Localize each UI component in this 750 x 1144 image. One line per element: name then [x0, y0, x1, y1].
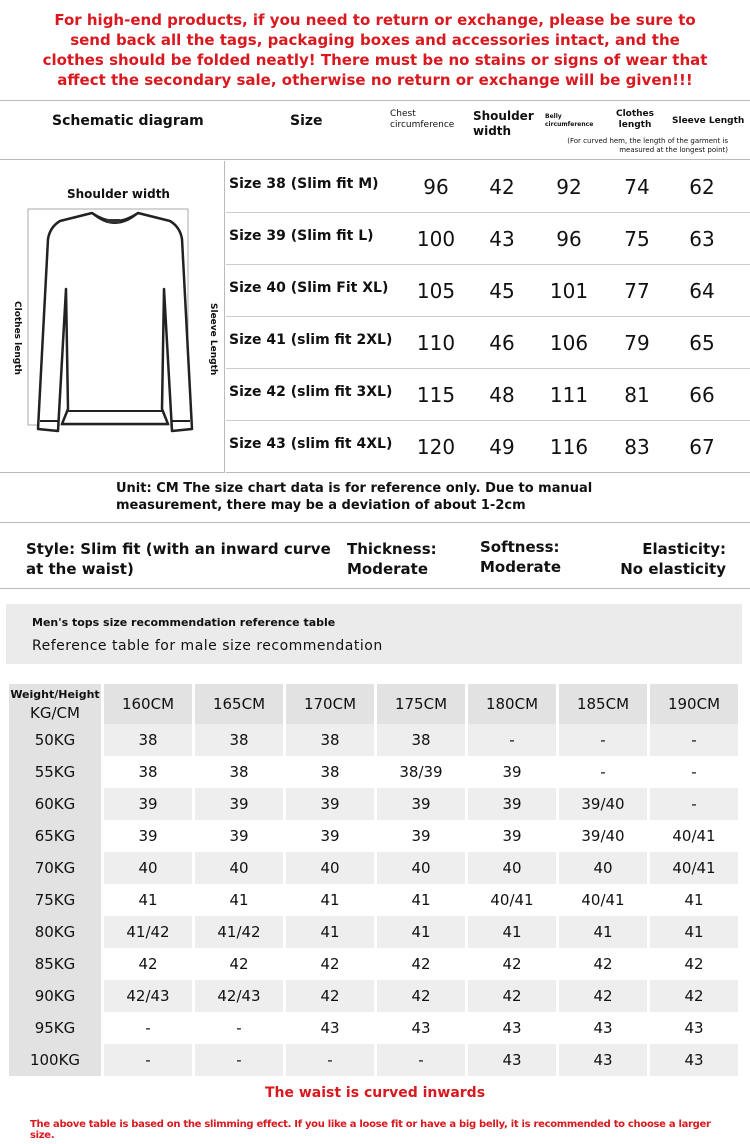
size-cell: 43	[468, 1044, 556, 1076]
weight-cell: 50KG	[9, 724, 101, 756]
softness-attribute: Softness: Moderate	[480, 538, 562, 576]
size-cell: 43	[411, 1019, 431, 1037]
table-row	[9, 852, 738, 884]
size-cell: 40	[286, 852, 374, 884]
size-cell: 38/39	[399, 763, 443, 781]
size-cell: 38	[195, 724, 283, 756]
sleeve-value: 66	[689, 383, 715, 407]
waist-note: The waist is curved inwards	[264, 1085, 486, 1101]
size-cell: 40	[104, 852, 192, 884]
corner-header	[9, 684, 101, 724]
size-rows	[226, 161, 750, 473]
size-label: Size 42 (slim fit 3XL)	[229, 384, 393, 400]
header-schematic: Schematic diagram	[52, 113, 204, 129]
size-cell: -	[104, 1044, 192, 1076]
size-cell: 42	[138, 955, 158, 973]
sweater-outline-icon	[20, 199, 200, 449]
belly-value: 111	[549, 383, 589, 407]
size-cell: 42/43	[104, 980, 192, 1012]
size-cell: 38	[229, 763, 249, 781]
shoulder-value: 49	[489, 435, 515, 459]
length-value: 74	[624, 175, 650, 199]
size-cell: 39	[195, 788, 283, 820]
size-cell: 41	[320, 891, 340, 909]
size-cell: 42	[411, 955, 431, 973]
weight-cell: 90KG	[9, 980, 101, 1012]
size-row	[226, 317, 750, 369]
weight-cell: 100KG	[9, 1044, 101, 1076]
size-recommendation-table	[6, 684, 741, 1076]
belly-value: 101	[549, 279, 589, 303]
return-policy-notice	[0, 0, 750, 100]
thickness-attribute: Thickness: Moderate	[347, 540, 437, 578]
size-cell: 42	[229, 955, 249, 973]
corner-top: Weight/Height	[10, 688, 100, 701]
size-cell: 43	[502, 1019, 522, 1037]
sleeve-value: 62	[689, 175, 715, 199]
sleeve-value: 63	[689, 227, 715, 251]
size-cell: 38	[320, 763, 340, 781]
table-row	[9, 788, 738, 820]
table-row	[9, 756, 738, 788]
size-row	[226, 421, 750, 473]
size-cell: 42/43	[195, 980, 283, 1012]
sleeve-value: 65	[689, 331, 715, 355]
size-cell: -	[691, 763, 697, 781]
shoulder-value: 45	[489, 279, 515, 303]
size-cell: 41	[229, 891, 249, 909]
shoulder-value: 43	[489, 227, 515, 251]
notice-line: clothes should be folded neatly! There must be no stains or signs of wear that	[42, 51, 708, 69]
header-clothes-length: Clothes length	[615, 109, 655, 130]
table-row	[9, 916, 738, 948]
height-header: 170CM	[286, 684, 374, 724]
size-cell: 43	[650, 1044, 738, 1076]
size-cell: 39	[468, 788, 556, 820]
table-row	[9, 1012, 738, 1044]
size-cell: 43	[593, 1019, 613, 1037]
size-cell: -	[377, 1044, 465, 1076]
table-row	[9, 820, 738, 852]
size-cell: 42	[593, 955, 613, 973]
header-measure-note: (For curved hem, the length of the garment is measured at the longest point)	[567, 137, 728, 154]
size-cell: 39	[138, 827, 158, 845]
size-cell: 39/40	[581, 827, 625, 845]
size-cell: 41	[286, 916, 374, 948]
size-cell: 42	[502, 955, 522, 973]
size-cell: -	[236, 1019, 242, 1037]
chest-value: 100	[416, 227, 456, 251]
belly-value: 116	[549, 435, 589, 459]
size-cell: 41/42	[104, 916, 192, 948]
weight-cell: 60KG	[9, 788, 101, 820]
size-cell: 41	[559, 916, 647, 948]
size-row	[226, 265, 750, 317]
size-cell: 39	[411, 827, 431, 845]
height-header: 185CM	[559, 684, 647, 724]
table-row	[9, 724, 738, 756]
length-value: 83	[624, 435, 650, 459]
length-value: 79	[624, 331, 650, 355]
size-cell: 40	[559, 852, 647, 884]
size-cell: 41	[684, 891, 704, 909]
size-label: Size 40 (Slim Fit XL)	[229, 280, 389, 296]
size-cell: -	[650, 724, 738, 756]
size-cell: 42	[468, 980, 556, 1012]
sleeve-value: 67	[689, 435, 715, 459]
size-cell: 43	[684, 1019, 704, 1037]
height-header: 180CM	[468, 684, 556, 724]
length-value: 75	[624, 227, 650, 251]
table-row	[9, 1044, 738, 1076]
size-cell: 40	[377, 852, 465, 884]
size-cell: -	[650, 788, 738, 820]
chest-value: 105	[416, 279, 456, 303]
garment-diagram	[0, 161, 225, 473]
height-header: 175CM	[377, 684, 465, 724]
shoulder-value: 46	[489, 331, 515, 355]
header-size: Size	[290, 113, 323, 129]
header-shoulder: Shoulder width	[473, 109, 534, 138]
size-cell: 38	[104, 724, 192, 756]
size-cell: 43	[559, 1044, 647, 1076]
height-header: 190CM	[650, 684, 738, 724]
size-cell: -	[559, 724, 647, 756]
chest-value: 120	[416, 435, 456, 459]
size-cell: 41	[411, 891, 431, 909]
size-cell: 41	[468, 916, 556, 948]
size-row	[226, 161, 750, 213]
size-cell: 42	[650, 980, 738, 1012]
belly-value: 92	[556, 175, 582, 199]
size-row	[226, 213, 750, 265]
unit-note: Unit: CM The size chart data is for reference only. Due to manual measurement, there may be a deviation of about 1-2cm	[116, 481, 593, 513]
size-cell: 42	[320, 955, 340, 973]
size-cell: 41	[377, 916, 465, 948]
size-cell: -	[468, 724, 556, 756]
length-value: 81	[624, 383, 650, 407]
size-cell: 41	[138, 891, 158, 909]
notice-line: send back all the tags, packaging boxes and accessories intact, and the	[70, 31, 680, 49]
size-cell: 38	[377, 724, 465, 756]
size-cell: 39/40	[559, 788, 647, 820]
size-cell: 39	[502, 827, 522, 845]
size-row	[226, 369, 750, 421]
style-attribute: Style: Slim fit (with an inward curve at the waist)	[26, 540, 331, 578]
sleeve-value: 64	[689, 279, 715, 303]
recommendation-banner	[6, 604, 742, 664]
corner-bottom: KG/CM	[30, 704, 80, 722]
weight-cell: 55KG	[9, 756, 101, 788]
size-cell: 40	[195, 852, 283, 884]
diagram-sleeve-label: Sleeve Length	[208, 303, 218, 376]
diagram-shoulder-label: Shoulder width	[67, 187, 170, 201]
elasticity-attribute: Elasticity: No elasticity	[620, 540, 726, 578]
weight-cell: 95KG	[9, 1012, 101, 1044]
size-cell: 38	[138, 763, 158, 781]
size-cell: 40	[468, 852, 556, 884]
footer-note: The above table is based on the slimming effect. If you like a loose fit or have a big belly, it is recommended to choose a larger size.	[30, 1119, 711, 1141]
size-cell: 39	[286, 788, 374, 820]
size-cell: -	[286, 1044, 374, 1076]
size-cell: 42	[559, 980, 647, 1012]
size-cell: -	[145, 1019, 151, 1037]
table-row	[9, 884, 738, 916]
size-label: Size 38 (Slim fit M)	[229, 176, 379, 192]
weight-cell: 70KG	[9, 852, 101, 884]
size-cell: 39	[502, 763, 522, 781]
size-cell: 40/41	[672, 827, 716, 845]
size-table-header	[0, 100, 750, 160]
belly-value: 106	[549, 331, 589, 355]
chest-value: 96	[423, 175, 449, 199]
notice-line: affect the secondary sale, otherwise no return or exchange will be given!!!	[57, 71, 693, 89]
chest-value: 115	[416, 383, 456, 407]
table-row	[9, 980, 738, 1012]
notice-line: For high-end products, if you need to return or exchange, please be sure to	[54, 11, 696, 29]
size-cell: 42	[684, 955, 704, 973]
fabric-attributes	[0, 522, 750, 589]
size-cell: -	[600, 763, 606, 781]
size-cell: 41	[650, 916, 738, 948]
belly-value: 96	[556, 227, 582, 251]
size-cell: 40/41	[650, 852, 738, 884]
header-belly: Belly circumference	[545, 113, 594, 128]
chest-value: 110	[416, 331, 456, 355]
size-label: Size 39 (Slim fit L)	[229, 228, 374, 244]
recommendation-title: Reference table for male size recommendation	[32, 638, 383, 654]
header-chest: Chest circumference	[390, 109, 455, 130]
size-cell: 42	[377, 980, 465, 1012]
size-cell: -	[195, 1044, 283, 1076]
weight-cell: 85KG	[9, 948, 101, 980]
size-cell: 39	[320, 827, 340, 845]
size-cell: 40/41	[581, 891, 625, 909]
size-cell: 39	[104, 788, 192, 820]
size-cell: 42	[286, 980, 374, 1012]
shoulder-value: 42	[489, 175, 515, 199]
size-cell: 40/41	[490, 891, 534, 909]
recommendation-subtitle: Men's tops size recommendation reference table	[32, 616, 336, 629]
size-cell: 39	[377, 788, 465, 820]
weight-cell: 75KG	[9, 884, 101, 916]
height-header-row	[9, 684, 738, 724]
size-cell: 43	[320, 1019, 340, 1037]
weight-cell: 80KG	[9, 916, 101, 948]
size-cell: 38	[286, 724, 374, 756]
table-row	[9, 948, 738, 980]
size-cell: 41/42	[195, 916, 283, 948]
height-header: 160CM	[104, 684, 192, 724]
size-label: Size 43 (slim fit 4XL)	[229, 436, 393, 452]
diagram-clothes-length-label: Clothes length	[12, 301, 22, 375]
header-sleeve-length: Sleeve Length	[672, 116, 745, 126]
size-label: Size 41 (slim fit 2XL)	[229, 332, 393, 348]
shoulder-value: 48	[489, 383, 515, 407]
weight-cell: 65KG	[9, 820, 101, 852]
height-header: 165CM	[195, 684, 283, 724]
length-value: 77	[624, 279, 650, 303]
size-cell: 39	[229, 827, 249, 845]
